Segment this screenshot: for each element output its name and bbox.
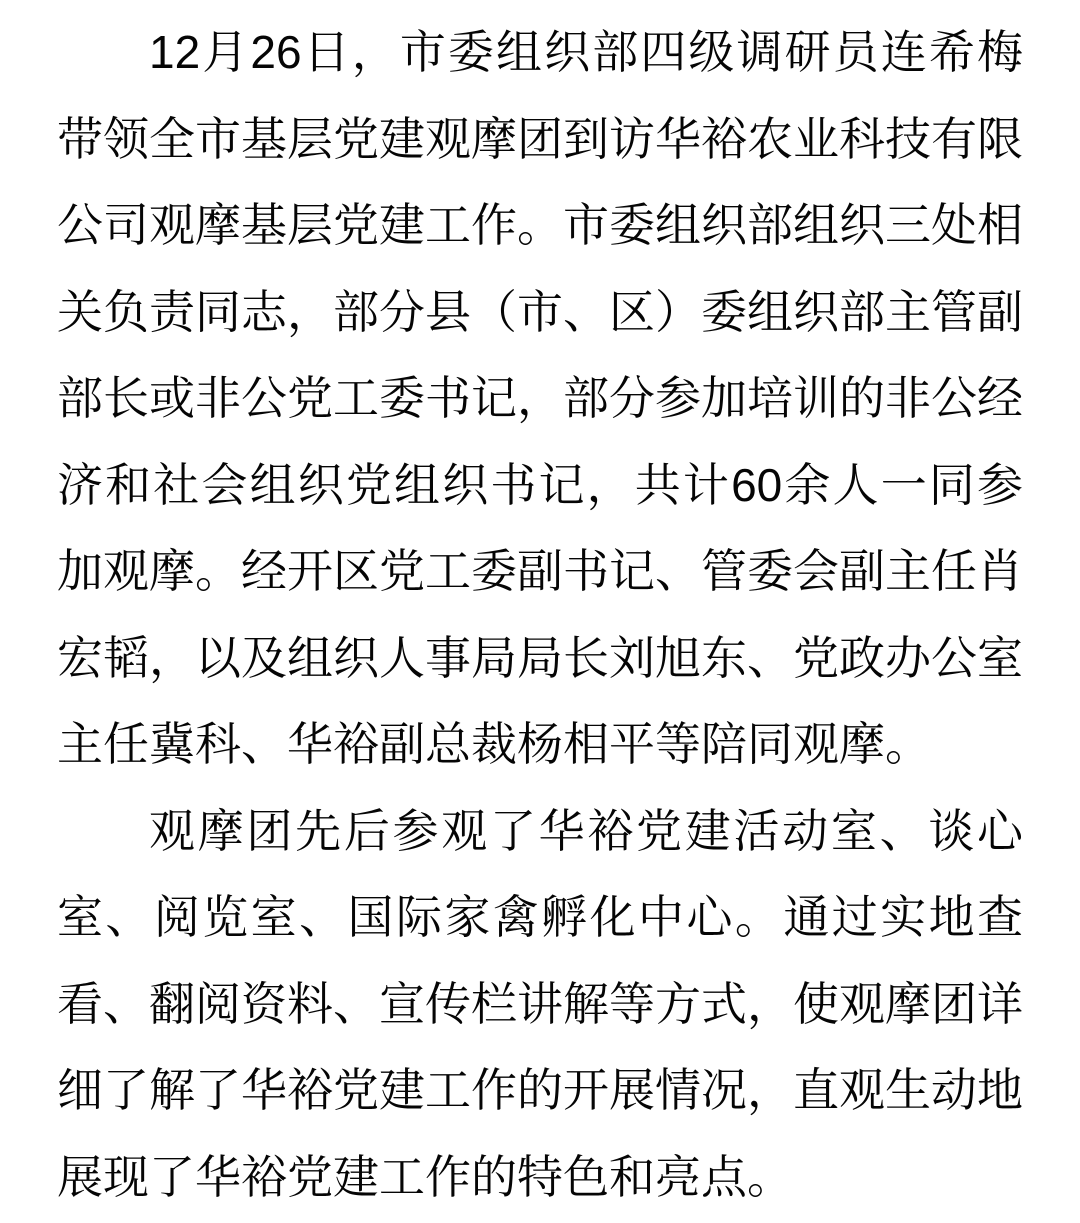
text-line: 看、翻阅资料、宣传栏讲解等方式，使观摩团详: [57, 977, 1023, 1030]
text-line: 关负责同志，部分县（市、区）委组织部主管副: [57, 285, 1023, 338]
text-line: 12月26日，市委组织部四级调研员连希梅: [149, 26, 1023, 78]
paragraph-visit-intro: [57, 9, 1023, 788]
text-line: 带领全市基层党建观摩团到访华裕农业科技有限: [57, 112, 1023, 165]
text-line: 主任冀科、华裕副总裁杨相平等陪同观摩。: [57, 718, 931, 770]
text-line: 细了解了华裕党建工作的开展情况，直观生动地: [57, 1064, 1023, 1116]
text-line: 展现了华裕党建工作的特色和亮点。: [57, 1150, 793, 1203]
paragraph-tour-details: [57, 788, 1023, 1221]
text-line: 观摩团先后参观了华裕党建活动室、谈心: [149, 804, 1023, 857]
text-line: 室、阅览室、国际家禽孵化中心。通过实地查: [57, 891, 1023, 943]
text-line: 济和社会组织党组织书记，共计60余人一同参: [57, 458, 1023, 511]
text-line: 加观摩。经开区党工委副书记、管委会副主任肖: [57, 545, 1023, 597]
text-line: 宏韬，以及组织人事局局长刘旭东、党政办公室: [57, 631, 1023, 684]
text-line: 公司观摩基层党建工作。市委组织部组织三处相: [57, 199, 1023, 251]
text-line: 部长或非公党工委书记，部分参加培训的非公经: [57, 372, 1023, 424]
